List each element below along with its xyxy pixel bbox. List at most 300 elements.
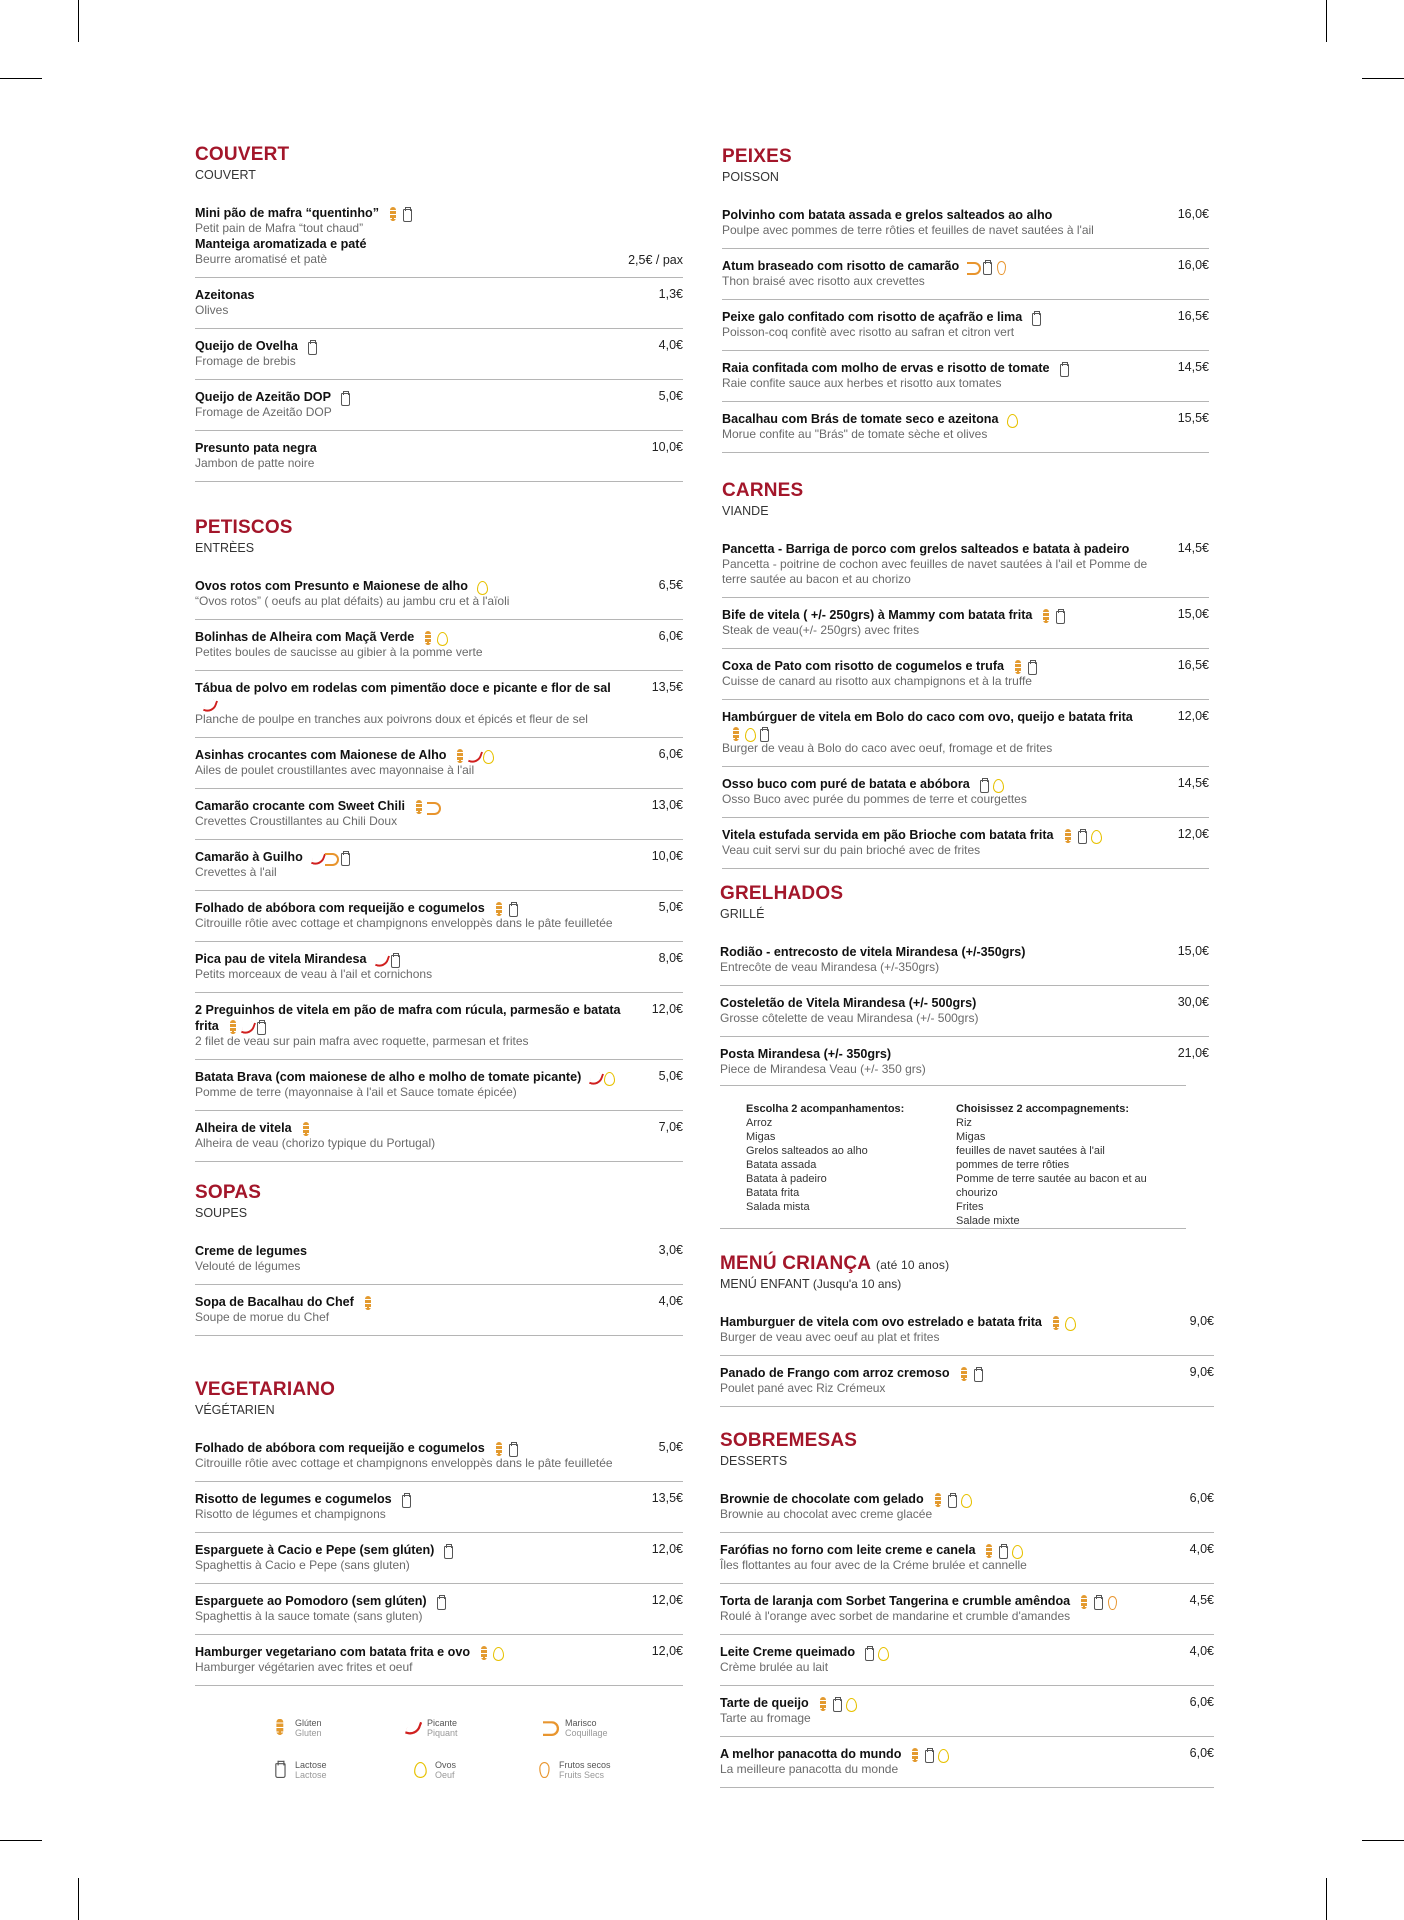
item-price: 6,0€ [1189, 1746, 1214, 1760]
allergen-icons [201, 696, 215, 712]
item-price: 6,5€ [658, 578, 683, 592]
chili-icon [375, 953, 387, 967]
section-title-text: GRELHADOS [720, 883, 844, 904]
item-description: Citrouille rôtie avec cottage et champignons enveloppès dans le pâte feuilletée [195, 1456, 613, 1470]
milk-icon [863, 1646, 875, 1660]
section-subtitle [722, 170, 1209, 184]
section-title [720, 1253, 1214, 1275]
menu-item [195, 1285, 683, 1336]
item-name-text: Ovos rotos com Presunto e Maionese de alho [195, 579, 468, 593]
allergen-icons [728, 725, 770, 741]
accompaniment-item: Pomme de terre sautée au bacon et au chourizo [956, 1173, 1147, 1199]
item-name [720, 944, 1209, 960]
item-name [195, 1542, 683, 1558]
item-name-text: Osso buco com puré de batata e abóbora [722, 777, 970, 791]
egg-icon [992, 778, 1004, 792]
item-name-text: Rodião - entrecosto de vitela Mirandesa (+/-350grs) [720, 945, 1026, 959]
section-subtitle-text: SOUPES [195, 1206, 248, 1220]
gluten-icon [227, 1020, 239, 1034]
section-title [720, 883, 1209, 905]
item-description: “Ovos rotos” ( oeufs au plat défaits) au jambu cru et à l'aïoli [195, 594, 510, 608]
gluten-icon [478, 1646, 490, 1660]
section-subtitle-text: COUVERT [195, 168, 256, 182]
allergen-icons [815, 1695, 857, 1711]
allergen-icons [385, 205, 413, 221]
item-description: Brownie au chocolat avec creme glacée [720, 1507, 933, 1521]
menu-item [195, 738, 683, 789]
crop-mark [1326, 0, 1327, 42]
item-name-text: Presunto pata negra [195, 441, 317, 455]
gluten-icon [493, 902, 505, 916]
egg-icon [845, 1697, 857, 1711]
allergen-icons [930, 1491, 972, 1507]
item-name [195, 1002, 683, 1034]
menu-item [195, 1111, 683, 1162]
item-price: 14,5€ [1177, 360, 1209, 374]
allergen-icons [411, 798, 439, 814]
item-price: 4,0€ [1189, 1542, 1214, 1556]
menu-item [195, 942, 683, 993]
allergen-icons [1076, 1593, 1118, 1609]
accompaniment-item: Batata frita [746, 1187, 800, 1199]
item-price: 13,0€ [651, 798, 683, 812]
section-title-text: SOPAS [195, 1182, 262, 1203]
item-name-text: Polvinho com batata assada e grelos salteados ao alho [722, 208, 1053, 222]
item-description: Ailes de poulet croustillantes avec mayonnaise à l'ail [195, 763, 475, 777]
item-name [195, 1491, 683, 1507]
item-name [195, 1243, 683, 1259]
allergen-icons [976, 776, 1004, 792]
milk-icon [1026, 660, 1038, 674]
item-name-text: 2 Preguinhos de vitela em pão de mafra com rúcula, parmesão e batata frita [195, 1003, 621, 1033]
milk-icon [1058, 362, 1070, 376]
milk-icon [273, 1761, 289, 1779]
accompaniments-fr-title: Choisissez 2 accompagnements: [956, 1103, 1130, 1115]
menu-item [195, 671, 683, 738]
item-name-text: Esparguete ao Pomodoro (sem glúten) [195, 1594, 427, 1608]
item-price: 2,5€ / pax [628, 253, 683, 267]
item-description: Poisson-coq confitè avec risotto au safran et citron vert [722, 325, 1015, 339]
section-vegetariano [195, 1379, 683, 1686]
menu-item [195, 569, 683, 620]
legend-gluten [272, 1718, 322, 1738]
nut-icon [537, 1761, 553, 1779]
item-name [720, 1542, 1214, 1558]
item-description: Olives [195, 303, 229, 317]
accompaniments-fr [956, 1102, 1186, 1228]
chili-icon [468, 749, 480, 763]
crop-mark [0, 1840, 42, 1841]
shrimp-icon [967, 260, 979, 274]
section-title [195, 1182, 683, 1204]
item-name [195, 389, 683, 405]
menu-item [720, 935, 1209, 986]
item-name [722, 309, 1209, 325]
item-price: 13,5€ [651, 1491, 683, 1505]
section-subtitle [195, 168, 683, 182]
allergen-icons [1056, 360, 1070, 376]
gluten-icon [1012, 660, 1024, 674]
egg-icon [960, 1493, 972, 1507]
item-price: 6,0€ [1189, 1695, 1214, 1709]
milk-icon [978, 778, 990, 792]
gluten-icon [958, 1367, 970, 1381]
section-subtitle [195, 1403, 683, 1417]
section-title-text: VEGETARIANO [195, 1379, 336, 1400]
menu-items [195, 1234, 683, 1336]
menu-item [720, 1037, 1209, 1087]
legend-lactose [272, 1760, 327, 1780]
item-name-text: Hambúrguer de vitela em Bolo do caco com ovo, queijo e batata frita [722, 710, 1133, 724]
item-description: Poulet pané avec Riz Crémeux [720, 1381, 886, 1395]
menu-item [722, 649, 1209, 700]
allergen-icons [360, 1294, 374, 1310]
item-name [722, 207, 1209, 223]
item-name-text: Risotto de legumes e cogumelos [195, 1492, 392, 1506]
accompaniments-box [720, 1085, 1186, 1229]
menu-item [195, 1584, 683, 1635]
allergen-icons [491, 1440, 519, 1456]
section-sopas [195, 1182, 683, 1336]
section-subtitle [195, 541, 683, 555]
accompaniments-pt-title: Escolha 2 acompanhamentos: [746, 1103, 905, 1115]
allergen-icons [1048, 1314, 1076, 1330]
menu-items [195, 1431, 683, 1686]
chili-icon [203, 698, 215, 712]
item-price: 12,0€ [651, 1644, 683, 1658]
section-petiscos [195, 517, 683, 1162]
item-name-text: Folhado de abóbora com requeijão e cogumelos [195, 1441, 485, 1455]
item-name-text: Brownie de chocolate com gelado [720, 1492, 924, 1506]
chili-icon [589, 1071, 601, 1085]
section-title [195, 144, 683, 166]
item-price: 7,0€ [658, 1120, 683, 1134]
item-name [195, 1120, 683, 1136]
section-subtitle-text: VÉGÉTARIEN [195, 1403, 275, 1417]
legend-ovos [412, 1760, 456, 1780]
legend-label-fr: Lactose [295, 1770, 327, 1780]
item-description: Tarte au fromage [720, 1711, 811, 1725]
egg-icon [1006, 413, 1018, 427]
item-price: 13,5€ [651, 680, 683, 694]
item-name [722, 658, 1209, 674]
item-name-text: A melhor panacotta do mundo [720, 1747, 902, 1761]
section-title-note: (até 10 anos) [876, 1258, 950, 1272]
item-description: Risotto de légumes et champignons [195, 1507, 386, 1521]
accompaniment-item: Grelos salteados ao alho [746, 1145, 868, 1157]
legend-picante [404, 1718, 458, 1738]
menu-item [195, 278, 683, 329]
menu-item [195, 329, 683, 380]
allergen-icons [981, 1542, 1023, 1558]
item-description: Petites boules de saucisse au gibier à la pomme verte [195, 645, 483, 659]
legend-label-fr: Oeuf [435, 1770, 455, 1780]
menu-item [720, 1482, 1214, 1533]
crop-mark [78, 1878, 79, 1920]
menu-item [195, 1234, 683, 1285]
allergen-icons [1004, 411, 1018, 427]
egg-icon [937, 1748, 949, 1762]
allergen-icons [861, 1644, 889, 1660]
egg-icon [1090, 829, 1102, 843]
gluten-icon [387, 207, 399, 221]
chili-icon [241, 1020, 253, 1034]
item-price: 12,0€ [651, 1542, 683, 1556]
menu-item [195, 891, 683, 942]
gluten-icon [362, 1296, 374, 1310]
chili-icon [405, 1719, 421, 1737]
item-name-text: Camarão à Guilho [195, 850, 303, 864]
menu-item [722, 351, 1209, 402]
crop-mark [1362, 78, 1404, 79]
item-price: 16,0€ [1177, 207, 1209, 221]
menu-item [720, 1737, 1214, 1788]
item-name [195, 1069, 683, 1085]
milk-icon [1076, 829, 1088, 843]
allergen-icons [373, 951, 401, 967]
allergen-icons [965, 258, 1007, 274]
item-description: Soupe de morue du Chef [195, 1310, 330, 1324]
item-description: Planche de poulpe en tranches aux poivrons doux et épicés et fleur de sel [195, 712, 588, 726]
item-name-text: Asinhas crocantes com Maionese de Alho [195, 748, 447, 762]
section-title [722, 480, 1209, 502]
egg-icon [476, 580, 488, 594]
item-name [720, 995, 1209, 1011]
gluten-icon [493, 1442, 505, 1456]
item-description: Burger de veau à Bolo do caco avec oeuf, fromage et de frites [722, 741, 1053, 755]
item-description: Petits morceaux de veau à l'ail et cornichons [195, 967, 433, 981]
item-name [195, 1593, 683, 1609]
item-price: 14,5€ [1177, 776, 1209, 790]
menu-items [720, 1482, 1214, 1788]
legend-label-fr: Gluten [295, 1728, 322, 1738]
section-title [195, 517, 683, 539]
allergen-icons [298, 1120, 312, 1136]
section-peixes [722, 146, 1209, 453]
menu-item [722, 198, 1209, 249]
allergen-icons [1060, 827, 1102, 843]
menu-item [195, 993, 683, 1060]
gluten-icon [909, 1748, 921, 1762]
item-price: 1,3€ [658, 287, 683, 301]
egg-icon [436, 631, 448, 645]
item-price: 4,0€ [658, 338, 683, 352]
item-description: Spaghettis à Cacio e Pepe (sans gluten) [195, 1558, 410, 1572]
item-price: 14,5€ [1177, 541, 1209, 555]
item-name-text: Farófias no forno com leite creme e canela [720, 1543, 976, 1557]
accompaniment-item: Salada mista [746, 1201, 810, 1213]
menu-item [720, 1356, 1214, 1407]
item-name-text: Tábua de polvo em rodelas com pimentão doce e picante e flor de sal [195, 681, 611, 695]
menu-item [195, 1482, 683, 1533]
item-name-text: Hamburger vegetariano com batata frita e ovo [195, 1645, 471, 1659]
item-name-text: Raia confitada com molho de ervas e risotto de tomate [722, 361, 1050, 375]
item-name [195, 849, 683, 865]
menu-item [722, 700, 1209, 767]
milk-icon [339, 851, 351, 865]
item-price: 5,0€ [658, 900, 683, 914]
shrimp-icon [543, 1719, 559, 1737]
item-name-text: Creme de legumes [195, 1244, 307, 1258]
item-description-secondary: Beurre aromatisé et patè [195, 252, 328, 266]
item-name-text: Bolinhas de Alheira com Maçã Verde [195, 630, 415, 644]
milk-icon [306, 340, 318, 354]
egg-icon [482, 749, 494, 763]
section-title-text: PEIXES [722, 146, 792, 167]
item-price: 10,0€ [651, 440, 683, 454]
crop-mark [0, 78, 42, 79]
item-name [195, 1440, 683, 1456]
item-name-secondary: Manteiga aromatizada e paté [195, 237, 367, 251]
item-price: 5,0€ [658, 1069, 683, 1083]
item-name [195, 338, 683, 354]
item-name [195, 798, 683, 814]
item-name-text: Folhado de abóbora com requeijão e cogumelos [195, 901, 485, 915]
menu-item [195, 1533, 683, 1584]
item-description: Entrecôte de veau Mirandesa (+/-350grs) [720, 960, 940, 974]
gluten-icon [1040, 609, 1052, 623]
egg-icon [877, 1646, 889, 1660]
allergen-icons [474, 578, 488, 594]
item-price: 16,5€ [1177, 309, 1209, 323]
legend-label: Frutos secos [559, 1760, 611, 1770]
item-name-text: Peixe galo confitado com risotto de açafrão e lima [722, 310, 1023, 324]
legend-label-fr: Piquant [427, 1728, 458, 1738]
accompaniments-pt [746, 1102, 904, 1214]
item-name [722, 776, 1209, 792]
item-name-text: Tarte de queijo [720, 1696, 809, 1710]
item-price: 5,0€ [658, 389, 683, 403]
legend-marisco [542, 1718, 608, 1738]
item-name [720, 1695, 1214, 1711]
item-price: 12,0€ [1177, 827, 1209, 841]
section-subtitle-text: POISSON [722, 170, 779, 184]
legend-label: Lactose [295, 1760, 327, 1770]
section-subtitle-note: (Jusqu'a 10 ans) [812, 1277, 902, 1291]
milk-icon [442, 1544, 454, 1558]
item-name-text: Bacalhau com Brás de tomate seco e azeitona [722, 412, 999, 426]
item-price: 4,0€ [658, 1294, 683, 1308]
item-name [722, 709, 1209, 741]
gluten-icon [1078, 1595, 1090, 1609]
item-name [195, 629, 683, 645]
gluten-icon [983, 1544, 995, 1558]
item-price: 15,5€ [1177, 411, 1209, 425]
item-price: 12,0€ [651, 1593, 683, 1607]
egg-icon [744, 727, 756, 741]
crop-mark [1362, 1840, 1404, 1841]
menu-item [195, 431, 683, 482]
shrimp-icon [427, 800, 439, 814]
milk-icon [831, 1697, 843, 1711]
allergen-icons [1028, 309, 1042, 325]
item-price: 21,0€ [1177, 1046, 1209, 1060]
section-title-text: CARNES [722, 480, 804, 501]
gluten-icon [817, 1697, 829, 1711]
milk-icon [389, 953, 401, 967]
item-name [720, 1746, 1214, 1762]
allergen-icons [440, 1542, 454, 1558]
item-name-text: Leite Creme queimado [720, 1645, 856, 1659]
menu-item [195, 1060, 683, 1111]
item-price: 9,0€ [1189, 1365, 1214, 1379]
milk-icon [1054, 609, 1066, 623]
item-price: 6,0€ [658, 629, 683, 643]
item-price: 16,0€ [1177, 258, 1209, 272]
item-price: 9,0€ [1189, 1314, 1214, 1328]
allergen-icons [1038, 607, 1066, 623]
item-name-text: Mini pão de mafra “quentinho” [195, 206, 380, 220]
item-price: 6,0€ [658, 747, 683, 761]
item-name [722, 360, 1209, 376]
item-description: Îles flottantes au four avec de la Créme brulée et cannelle [720, 1558, 1027, 1572]
legend-label: Glúten [295, 1718, 322, 1728]
allergen-icons [433, 1593, 447, 1609]
item-name [195, 287, 683, 303]
item-name-text: Queijo de Ovelha [195, 339, 298, 353]
gluten-icon [1062, 829, 1074, 843]
menu-items [720, 935, 1209, 1087]
item-price: 30,0€ [1177, 995, 1209, 1009]
section-title [720, 1430, 1214, 1452]
item-name-text: Panado de Frango com arroz cremoso [720, 1366, 950, 1380]
section-subtitle [195, 1206, 683, 1220]
menu-items [720, 1305, 1214, 1407]
menu-items [722, 198, 1209, 453]
item-name [720, 1046, 1209, 1062]
item-description: Fromage de Azeitão DOP [195, 405, 332, 419]
allergen-icons [225, 1018, 267, 1034]
legend-label-fr: Fruits Secs [559, 1770, 605, 1780]
item-description: Spaghettis à la sauce tomate (sans gluten) [195, 1609, 423, 1623]
accompaniment-item: pommes de terre rôties [956, 1159, 1070, 1171]
accompaniment-item: feuilles de navet sautées à l'ail [956, 1145, 1105, 1157]
menu-items [195, 196, 683, 482]
item-name-text: Costeletão de Vitela Mirandesa (+/- 500grs) [720, 996, 977, 1010]
accompaniment-item: Frites [956, 1201, 984, 1213]
section-sobremesas [720, 1430, 1214, 1788]
menu-item [722, 402, 1209, 453]
milk-icon [758, 727, 770, 741]
gluten-icon [730, 727, 742, 741]
allergen-icons [304, 338, 318, 354]
accompaniment-item: Migas [956, 1131, 986, 1143]
menu-item [722, 300, 1209, 351]
item-name-text: Sopa de Bacalhau do Chef [195, 1295, 354, 1309]
item-name [722, 607, 1209, 623]
item-name [722, 411, 1209, 427]
gluten-icon [1050, 1316, 1062, 1330]
allergen-icons [420, 629, 448, 645]
item-name-text: Coxa de Pato com risotto de cogumelos e trufa [722, 659, 1005, 673]
milk-icon [1030, 311, 1042, 325]
item-name-text: Hamburguer de vitela com ovo estrelado e batata frita [720, 1315, 1042, 1329]
section-title-text: SOBREMESAS [720, 1430, 858, 1451]
gluten-icon [932, 1493, 944, 1507]
milk-icon [1092, 1595, 1104, 1609]
item-name [195, 747, 683, 763]
item-name [720, 1491, 1214, 1507]
section-couvert [195, 144, 683, 482]
legend-label: Picante [427, 1718, 458, 1728]
milk-icon [435, 1595, 447, 1609]
menu-item [720, 1686, 1214, 1737]
menu-item [195, 1635, 683, 1686]
milk-icon [401, 207, 413, 221]
item-description: Jambon de patte noire [195, 456, 315, 470]
item-name [722, 258, 1209, 274]
item-price: 6,0€ [1189, 1491, 1214, 1505]
